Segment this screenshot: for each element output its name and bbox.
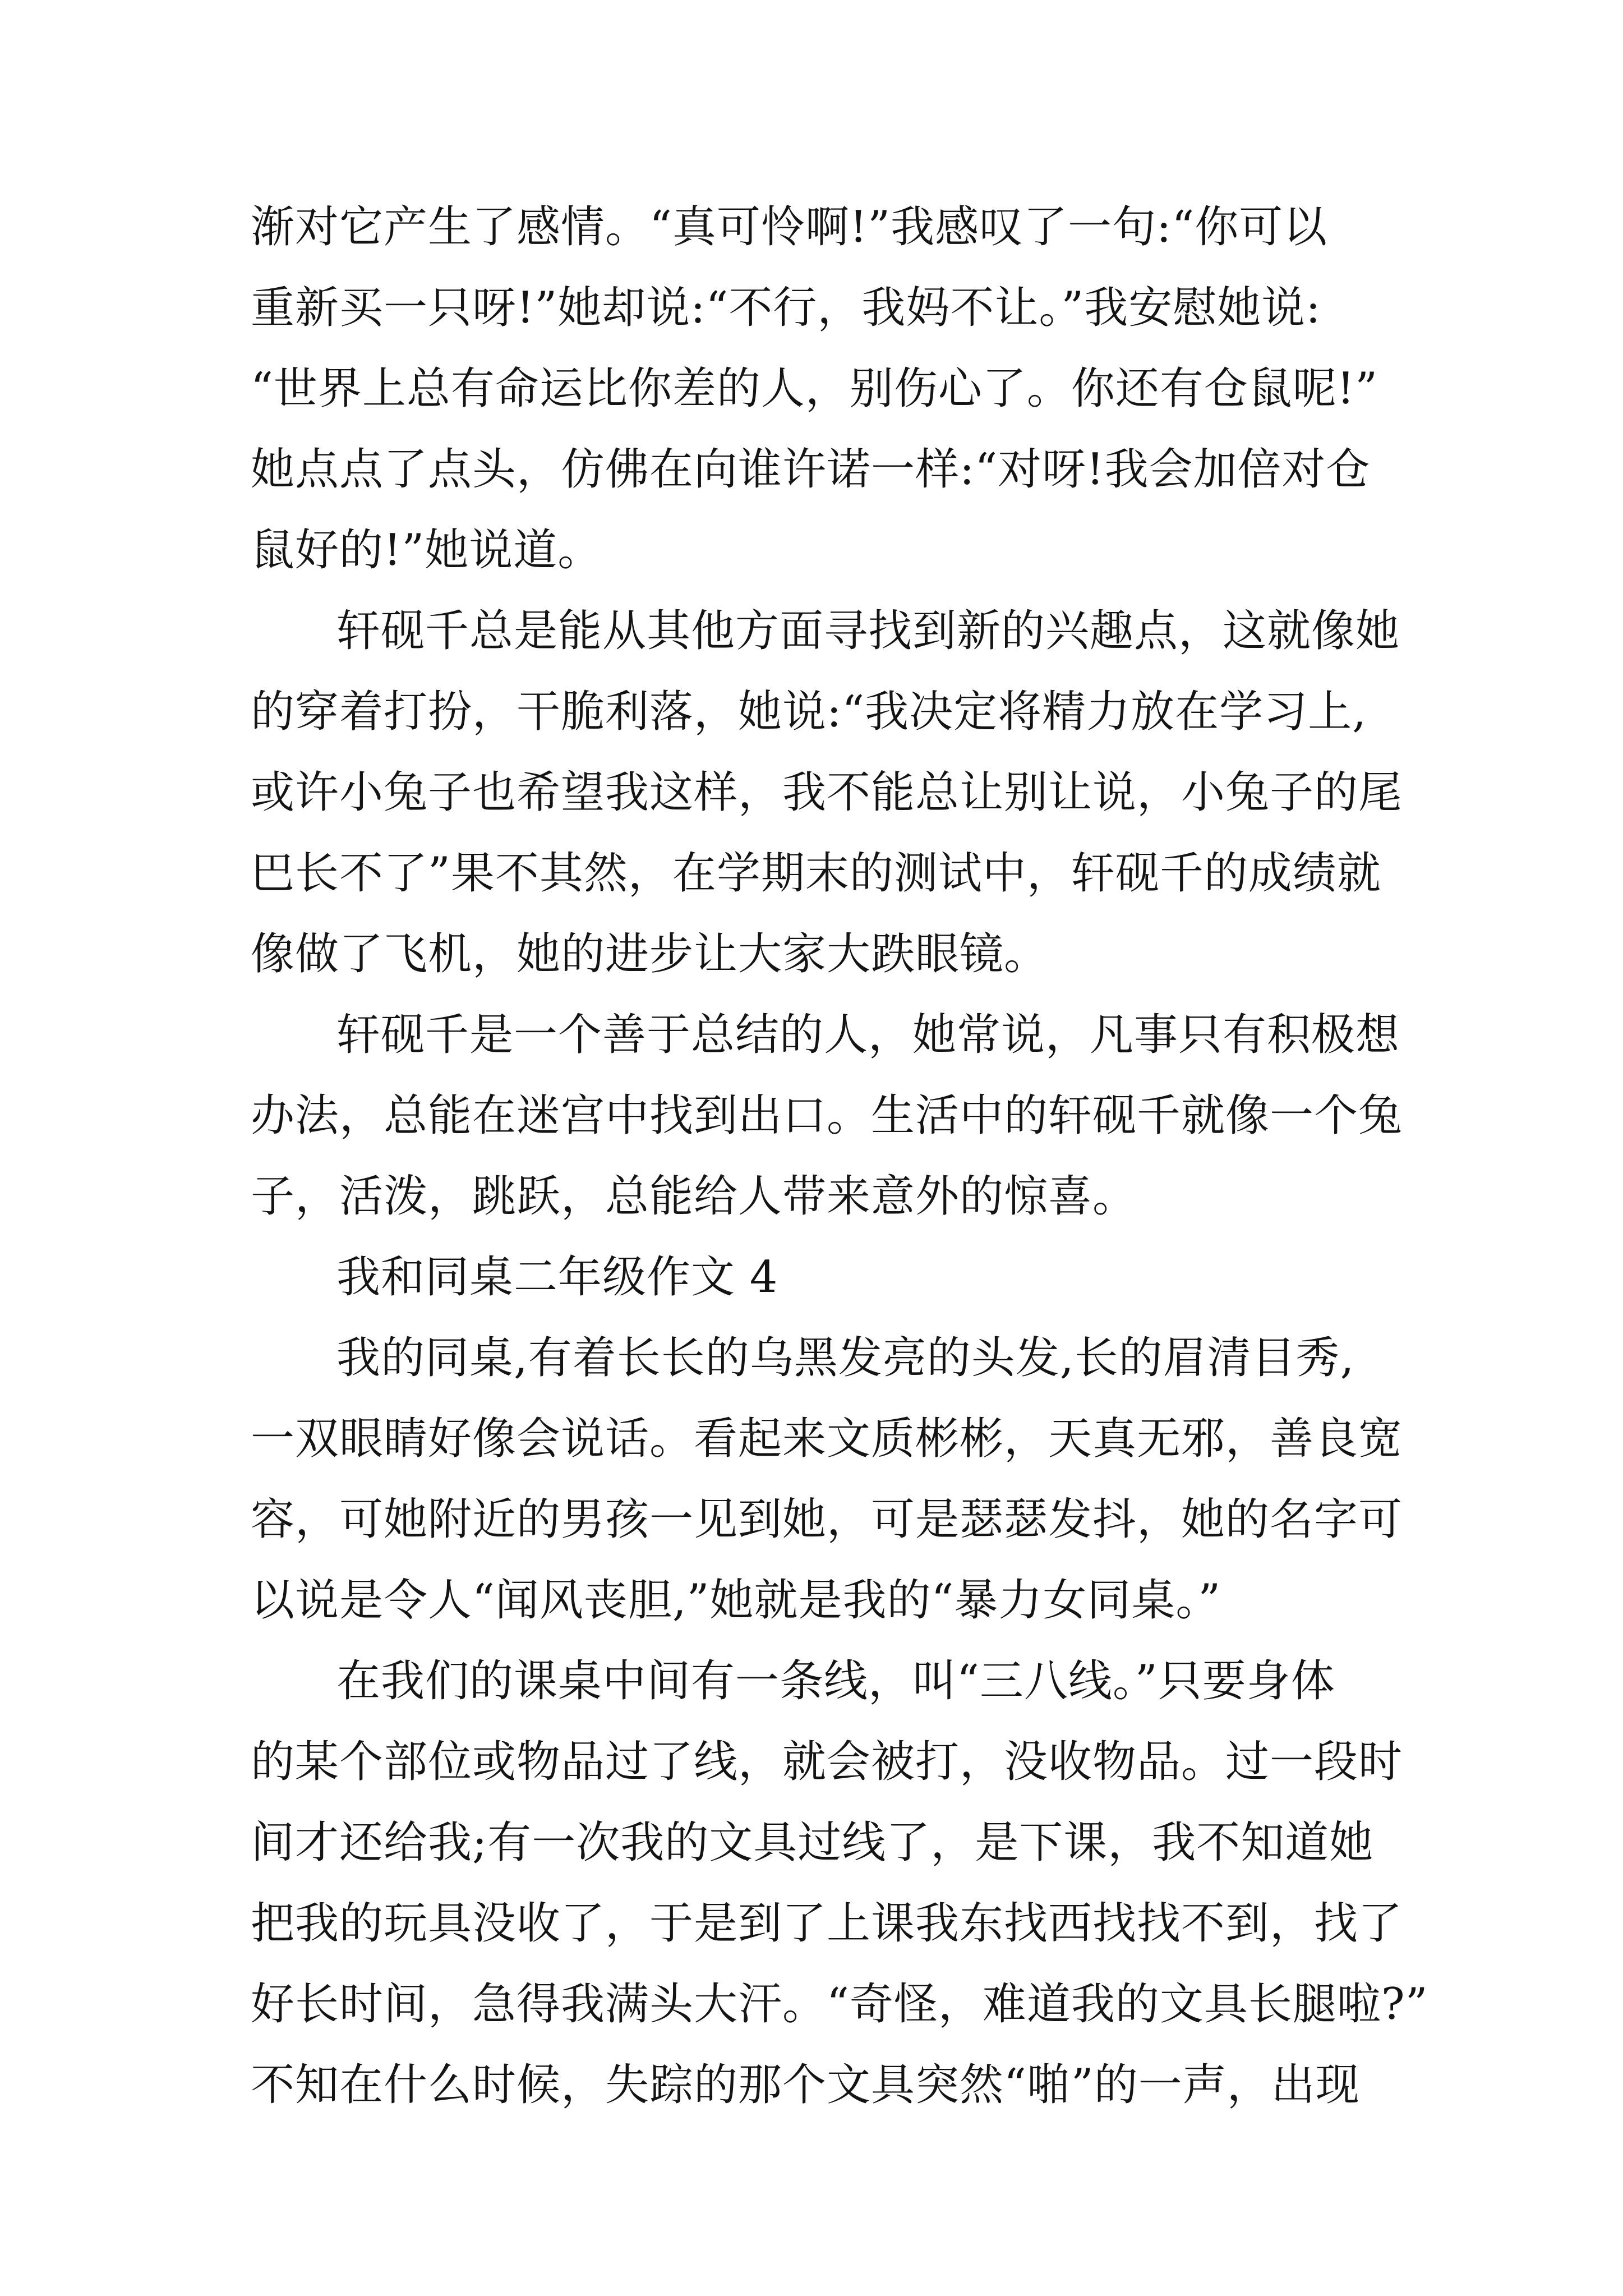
text-line: 像做了飞机，她的进步让大家大跌眼镜。 (251, 929, 1049, 979)
text-line: 不知在什么时候，失踪的那个文具突然“啪”的一声，出现 (251, 2060, 1360, 2110)
text-line: 或许小兔子也希望我这样，我不能总让别让说，小兔子的尾 (251, 767, 1403, 818)
text-line: 一双眼睛好像会说话。看起来文质彬彬，天真无邪，善良宽 (251, 1414, 1403, 1464)
text-line: 把我的玩具没收了，于是到了上课我东找西找找不到，找了 (251, 1898, 1403, 1949)
text-line: 轩砚千是一个善于总结的人，她常说，凡事只有积极想 (336, 1010, 1400, 1060)
text-line: 鼠好的!”她说道。 (251, 525, 602, 576)
text-line: 重新买一只呀!”她却说:“不行，我妈不让。”我安慰她说: (251, 283, 1321, 333)
text-line: “世界上总有命运比你差的人，别伤心了。你还有仓鼠呢!” (251, 364, 1378, 414)
text-line: 她点点了点头，仿佛在向谁许诺一样:“对呀!我会加倍对仓 (251, 444, 1371, 495)
text-line: 巴长不了”果不其然，在学期末的测试中，轩砚千的成绩就 (251, 848, 1381, 899)
text-line: 容，可她附近的男孩一见到她，可是瑟瑟发抖，她的名字可 (251, 1494, 1403, 1545)
text-line: 的穿着打扮，干脆利落，她说:“我决定将精力放在学习上, (251, 687, 1367, 737)
text-line: 好长时间，急得我满头大汗。“奇怪，难道我的文具长腿啦?” (251, 1979, 1428, 2030)
text-line: 我的同桌,有着长长的乌黑发亮的头发,长的眉清目秀, (336, 1333, 1355, 1383)
text-line: 的某个部位或物品过了线，就会被打，没收物品。过一段时 (251, 1737, 1403, 1787)
text-line: 在我们的课桌中间有一条线，叫“三八线。”只要身体 (336, 1656, 1335, 1706)
text-line: 轩砚千总是能从其他方面寻找到新的兴趣点，这就像她 (336, 606, 1400, 656)
text-line: 渐对它产生了感情。“真可怜啊!”我感叹了一句:“你可以 (251, 202, 1328, 252)
text-line: 子，活泼，跳跃，总能给人带来意外的惊喜。 (251, 1171, 1137, 1222)
text-line: 办法，总能在迷宫中找到出口。生活中的轩砚千就像一个兔 (251, 1091, 1403, 1141)
section-heading: 我和同桌二年级作文 4 (336, 1252, 778, 1303)
text-line: 以说是令人“闻风丧胆,”她就是我的“暴力女同桌。” (251, 1575, 1221, 1626)
text-line: 间才还给我;有一次我的文具过线了，是下课，我不知道她 (251, 1818, 1374, 1868)
